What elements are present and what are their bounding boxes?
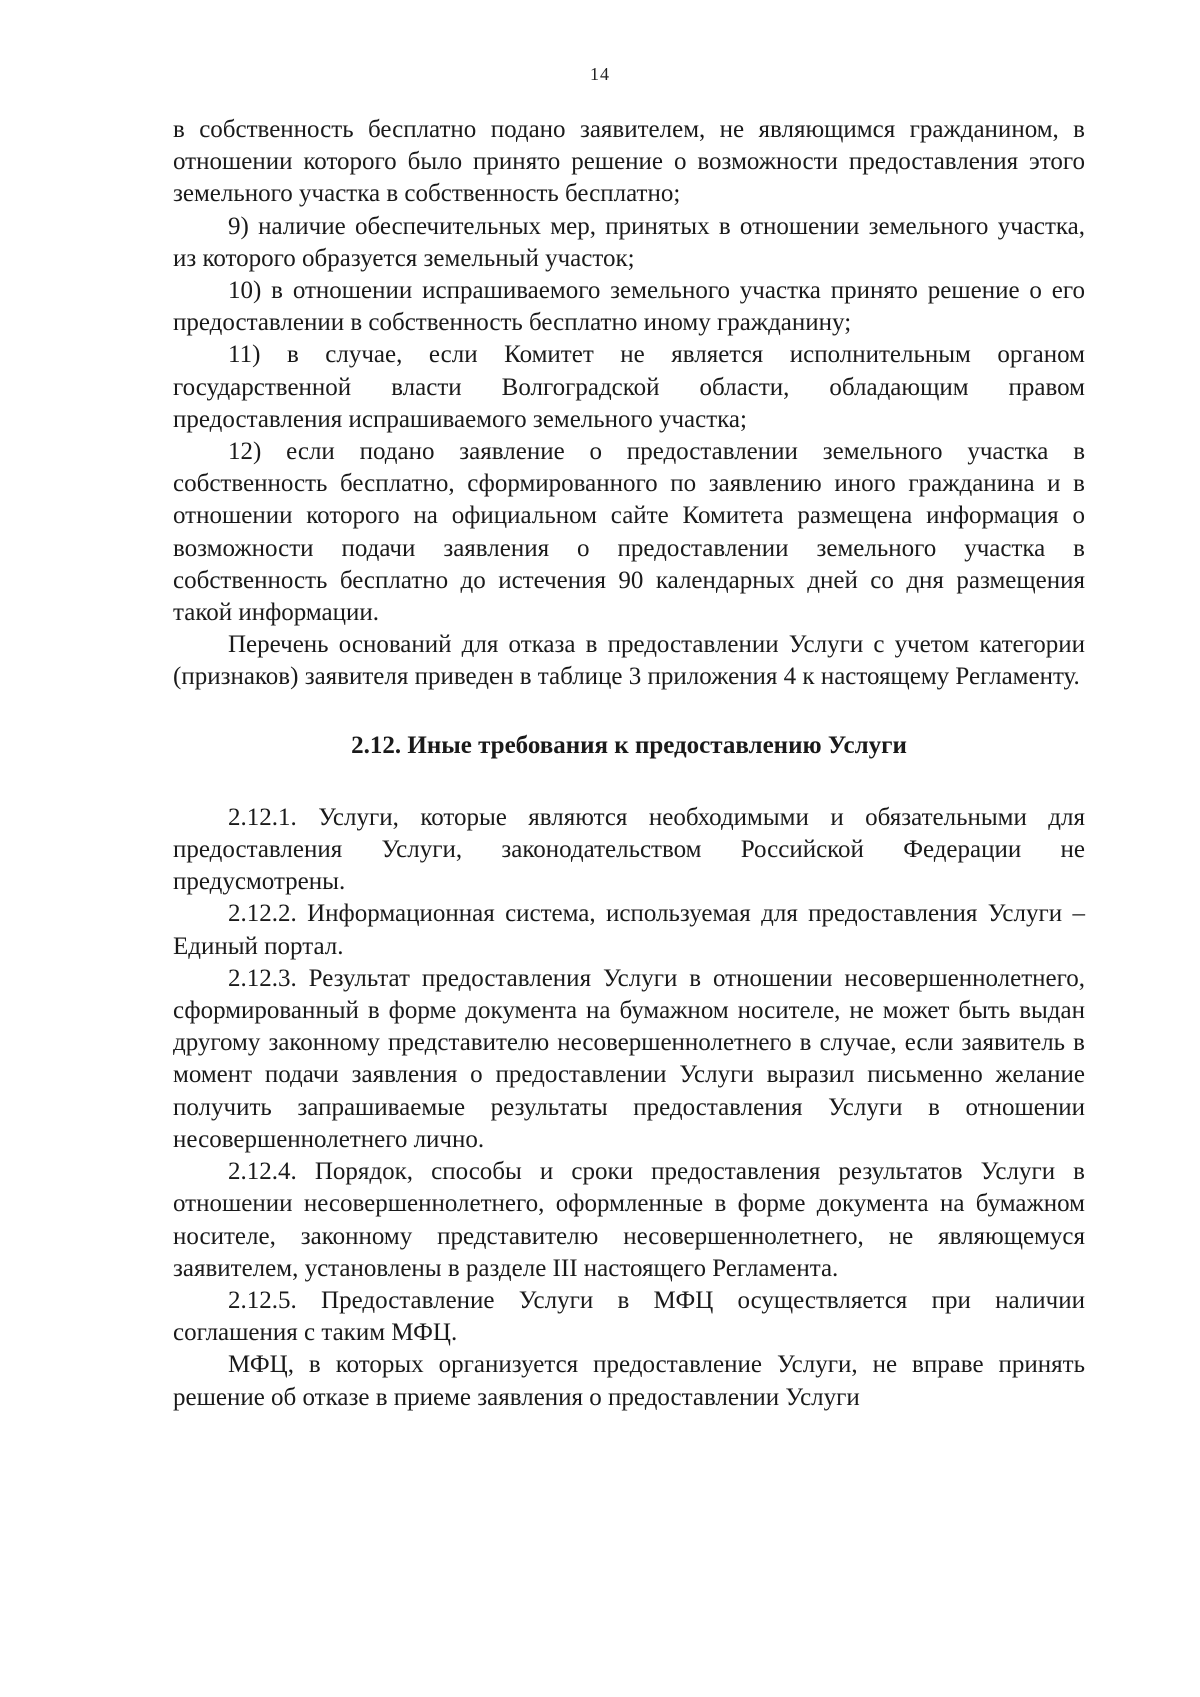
paragraph: 12) если подано заявление о предоставлении земельного участка в собственность бесплатно, сформированного по заявлению иного гражданина и в отношении которого на официальном сайте Комитета размещена информация о возможности подачи заявления о предоставлении земельного участка в собственность бесплатно до истечения 90 календарных дней со дня размещения такой информации. xyxy=(173,438,1085,627)
page-number: 14 xyxy=(590,64,610,84)
paragraph: 2.12.2. Информационная система, используемая для предоставления Услуги – Единый портал. xyxy=(173,900,1085,960)
section-heading: 2.12. Иные требования к предоставлению Услуги xyxy=(351,731,907,759)
paragraph: в собственность бесплатно подано заявителем, не являющимся гражданином, в отношении которого было принято решение о возможности предоставления этого земельного участка в собственность бесплатно; xyxy=(173,116,1085,208)
paragraph: 2.12.4. Порядок, способы и сроки предоставления результатов Услуги в отношении несовершеннолетнего, оформленные в форме документа на бумажном носителе, законному представителю несовершеннолетнего, не являющемуся заявителем, установлены в разделе III настоящего Регламента. xyxy=(173,1158,1085,1282)
paragraph: МФЦ, в которых организуется предоставление Услуги, не вправе принять решение об отказе в приеме заявления о предоставлении Услуги xyxy=(173,1351,1085,1411)
paragraph: 2.12.1. Услуги, которые являются необходимыми и обязательными для предоставления Услуги, законодательством Российской Федерации не предусмотрены. xyxy=(173,803,1085,896)
paragraph: 10) в отношении испрашиваемого земельного участка принято решение о его предоставлении в собственность бесплатно иному гражданину; xyxy=(173,277,1085,337)
paragraph: Перечень оснований для отказа в предоставлении Услуги с учетом категории (признаков) заявителя приведен в таблице 3 приложения 4 к настоящему Регламенту. xyxy=(173,631,1085,691)
document-body xyxy=(173,114,1085,1414)
paragraph: 2.12.3. Результат предоставления Услуги в отношении несовершеннолетнего, сформированный в форме документа на бумажном носителе, не может быть выдан другому законному представителю несовершеннолетнего в случае, если заявитель в момент подачи заявления о предоставлении Услуги выразил письменно желание получить запрашиваемые результаты предоставления Услуги в отношении несовершеннолетнего лично. xyxy=(173,964,1085,1153)
paragraph: 9) наличие обеспечительных мер, принятых в отношении земельного участка, из которого образуется земельный участок; xyxy=(173,212,1085,272)
paragraph: 2.12.5. Предоставление Услуги в МФЦ осуществляется при наличии соглашения с таким МФЦ. xyxy=(173,1286,1085,1347)
paragraph: 11) в случае, если Комитет не является исполнительным органом государственной власти Волгоградской области, обладающим правом предоставления испрашиваемого земельного участка; xyxy=(173,341,1085,433)
